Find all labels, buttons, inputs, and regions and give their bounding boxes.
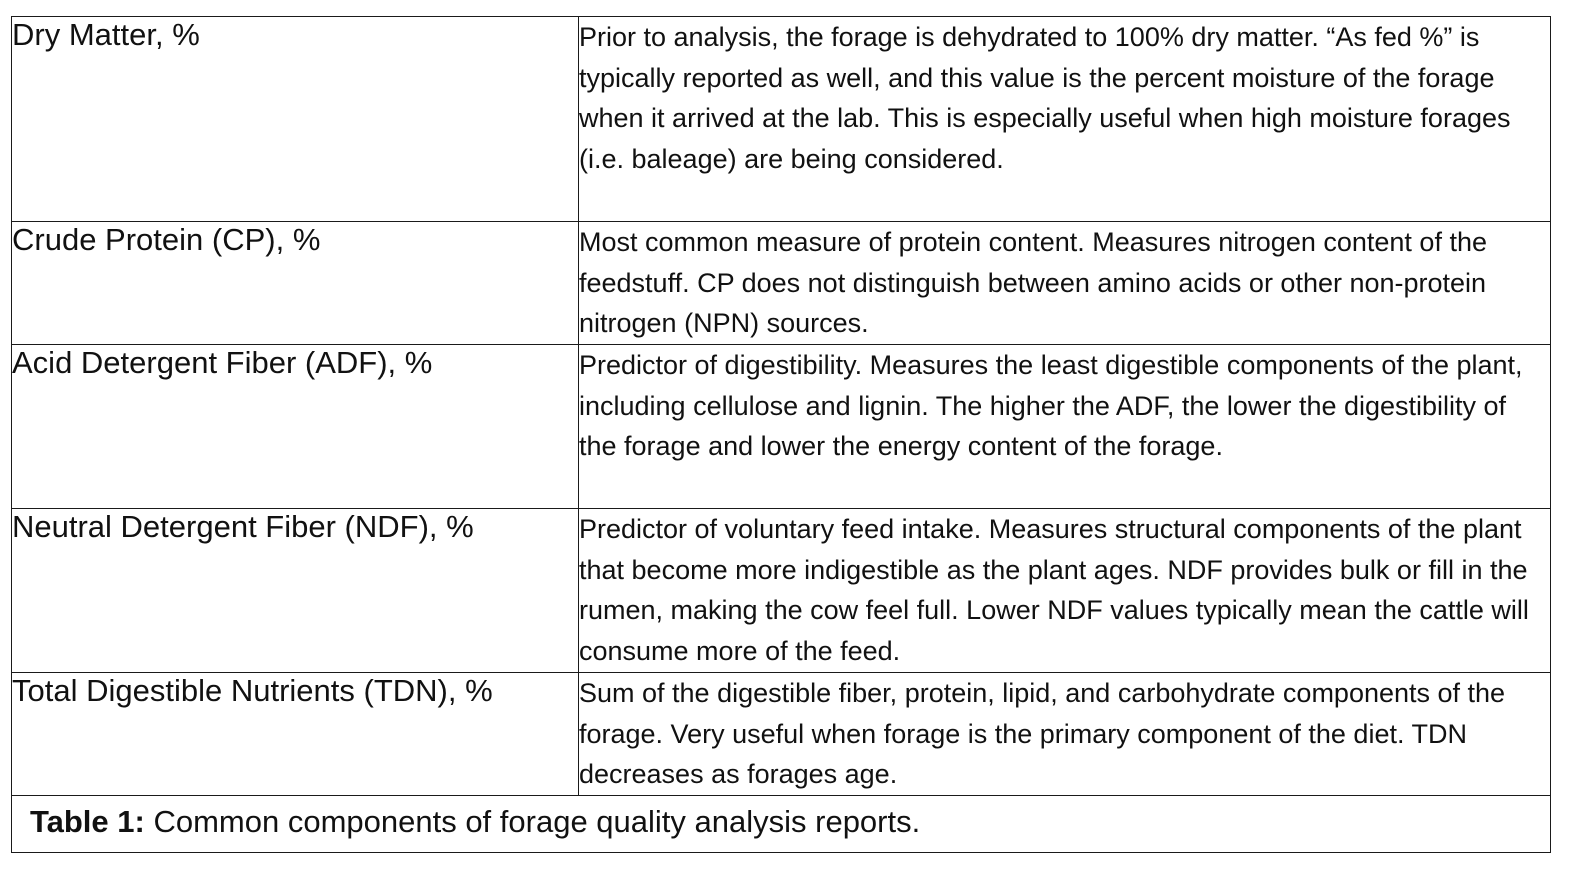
table-caption-row	[12, 796, 1551, 853]
term-cell: Acid Detergent Fiber (ADF), %	[12, 345, 579, 509]
description-cell: Predictor of digestibility. Measures the least digestible components of the plant, including cellulose and lignin. The higher the ADF, the lower the digestibility of the forage and lower the energy content of the forage.	[579, 345, 1551, 509]
table-body	[12, 17, 1551, 853]
table-caption	[12, 796, 1551, 853]
term-cell: Neutral Detergent Fiber (NDF), %	[12, 509, 579, 673]
caption-text: Common components of forage quality analysis reports.	[144, 804, 921, 839]
caption-label: Table 1:	[30, 804, 145, 839]
description-cell: Prior to analysis, the forage is dehydrated to 100% dry matter. “As fed %” is typically reported as well, and this value is the percent moisture of the forage when it arrived at the lab. This is especially useful when high moisture forages (i.e. baleage) are being considered.	[579, 17, 1551, 222]
table-row-dry-matter	[12, 17, 1551, 222]
table-row-ndf	[12, 509, 1551, 673]
description-cell: Sum of the digestible fiber, protein, lipid, and carbohydrate components of the forage. Very useful when forage is the primary component of the diet. TDN decreases as forages age.	[579, 673, 1551, 796]
table-row-crude-protein	[12, 222, 1551, 345]
term-cell: Crude Protein (CP), %	[12, 222, 579, 345]
table-row-adf	[12, 345, 1551, 509]
description-cell: Predictor of voluntary feed intake. Measures structural components of the plant that become more indigestible as the plant ages. NDF provides bulk or fill in the rumen, making the cow feel full. Lower NDF values typically mean the cattle will consume more of the feed.	[579, 509, 1551, 673]
description-cell: Most common measure of protein content. Measures nitrogen content of the feedstuff. CP does not distinguish between amino acids or other non-protein nitrogen (NPN) sources.	[579, 222, 1551, 345]
term-cell: Dry Matter, %	[12, 17, 579, 222]
table-row-tdn	[12, 673, 1551, 796]
forage-analysis-table	[11, 16, 1551, 853]
term-cell: Total Digestible Nutrients (TDN), %	[12, 673, 579, 796]
